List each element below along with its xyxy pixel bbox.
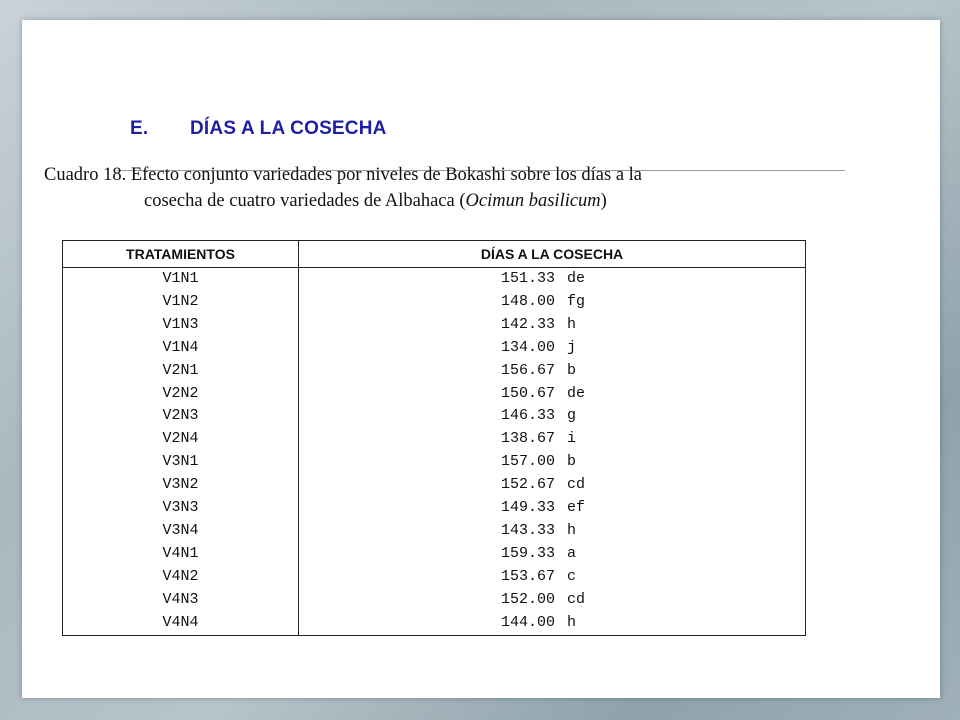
cell-tratamiento: V1N3 (63, 314, 299, 337)
dias-value: 146.33 (500, 407, 555, 425)
caption-line-1: Cuadro 18. Efecto conjunto variedades por niveles de Bokashi sobre los días a la (44, 165, 643, 185)
harvest-days-table (62, 240, 806, 636)
cell-tratamiento: V3N1 (63, 451, 299, 474)
significance-group: b (567, 361, 577, 379)
cell-tratamiento: V1N1 (63, 268, 299, 291)
cell-dias (299, 497, 806, 520)
table-row (63, 474, 806, 497)
cell-dias (299, 566, 806, 589)
cell-tratamiento: V2N1 (63, 360, 299, 383)
cell-dias (299, 520, 806, 543)
dias-value: 152.00 (500, 590, 555, 608)
significance-group: cd (567, 590, 586, 608)
cell-tratamiento: V1N4 (63, 337, 299, 360)
header-dias-cosecha: DÍAS A LA COSECHA (299, 241, 806, 268)
cell-dias (299, 291, 806, 314)
dias-value: 148.00 (500, 292, 555, 310)
table-row (63, 428, 806, 451)
cell-dias (299, 383, 806, 406)
table-row (63, 314, 806, 337)
dias-value: 144.00 (500, 613, 555, 631)
cell-dias (299, 314, 806, 337)
section-title (130, 118, 387, 140)
dias-value: 149.33 (500, 499, 555, 517)
dias-value: 143.33 (500, 521, 555, 539)
cell-tratamiento: V4N1 (63, 543, 299, 566)
table-caption (44, 162, 774, 214)
cell-tratamiento: V3N3 (63, 497, 299, 520)
cell-tratamiento: V4N2 (63, 566, 299, 589)
dias-value: 157.00 (500, 453, 555, 471)
section-number: E. (130, 118, 149, 139)
dias-value: 153.67 (500, 567, 555, 585)
table-row (63, 291, 806, 314)
cell-dias (299, 360, 806, 383)
caption-line-2-prefix: cosecha de cuatro variedades de Albahaca ( (144, 191, 466, 211)
header-tratamientos: TRATAMIENTOS (63, 241, 299, 268)
cell-tratamiento: V2N2 (63, 383, 299, 406)
significance-group: de (567, 270, 586, 287)
significance-group: cd (567, 476, 586, 494)
significance-group: fg (567, 292, 586, 310)
cell-tratamiento: V3N2 (63, 474, 299, 497)
table-row (63, 589, 806, 612)
table-row (63, 497, 806, 520)
table-row (63, 405, 806, 428)
cell-dias (299, 268, 806, 291)
significance-group: g (567, 407, 577, 425)
significance-group: b (567, 453, 577, 471)
cell-tratamiento: V2N3 (63, 405, 299, 428)
caption-line-2 (44, 188, 774, 214)
cell-dias (299, 428, 806, 451)
significance-group: i (567, 430, 577, 448)
cell-tratamiento: V4N3 (63, 589, 299, 612)
significance-group: h (567, 613, 577, 631)
table-row (63, 360, 806, 383)
cell-dias (299, 612, 806, 635)
table-header-row (63, 241, 806, 268)
cell-dias (299, 589, 806, 612)
cell-dias (299, 474, 806, 497)
dias-value: 159.33 (500, 544, 555, 562)
significance-group: h (567, 315, 577, 333)
cell-tratamiento: V3N4 (63, 520, 299, 543)
table-row (63, 520, 806, 543)
section-title-text: DÍAS A LA COSECHA (190, 118, 387, 139)
dias-value: 152.67 (500, 476, 555, 494)
table-row (63, 612, 806, 635)
dias-value: 134.00 (500, 338, 555, 356)
dias-value: 142.33 (500, 315, 555, 333)
significance-group: j (567, 338, 577, 356)
cell-dias (299, 451, 806, 474)
caption-line-2-suffix: ) (600, 191, 607, 211)
table-row (63, 268, 806, 291)
cell-dias (299, 405, 806, 428)
table-row (63, 451, 806, 474)
significance-group: h (567, 521, 577, 539)
significance-group: de (567, 384, 586, 402)
cell-tratamiento: V4N4 (63, 612, 299, 635)
caption-species: Ocimun basilicum (465, 191, 601, 211)
table-row (63, 337, 806, 360)
table-row (63, 543, 806, 566)
table-body (63, 268, 806, 636)
cell-tratamiento: V1N2 (63, 291, 299, 314)
significance-group: a (567, 544, 577, 562)
dias-value: 156.67 (500, 361, 555, 379)
cell-dias (299, 337, 806, 360)
dias-value: 151.33 (500, 270, 555, 287)
dias-value: 150.67 (500, 384, 555, 402)
significance-group: ef (567, 499, 586, 517)
cell-dias (299, 543, 806, 566)
table-row (63, 566, 806, 589)
significance-group: c (567, 567, 577, 585)
dias-value: 138.67 (500, 430, 555, 448)
table-row (63, 383, 806, 406)
cell-tratamiento: V2N4 (63, 428, 299, 451)
